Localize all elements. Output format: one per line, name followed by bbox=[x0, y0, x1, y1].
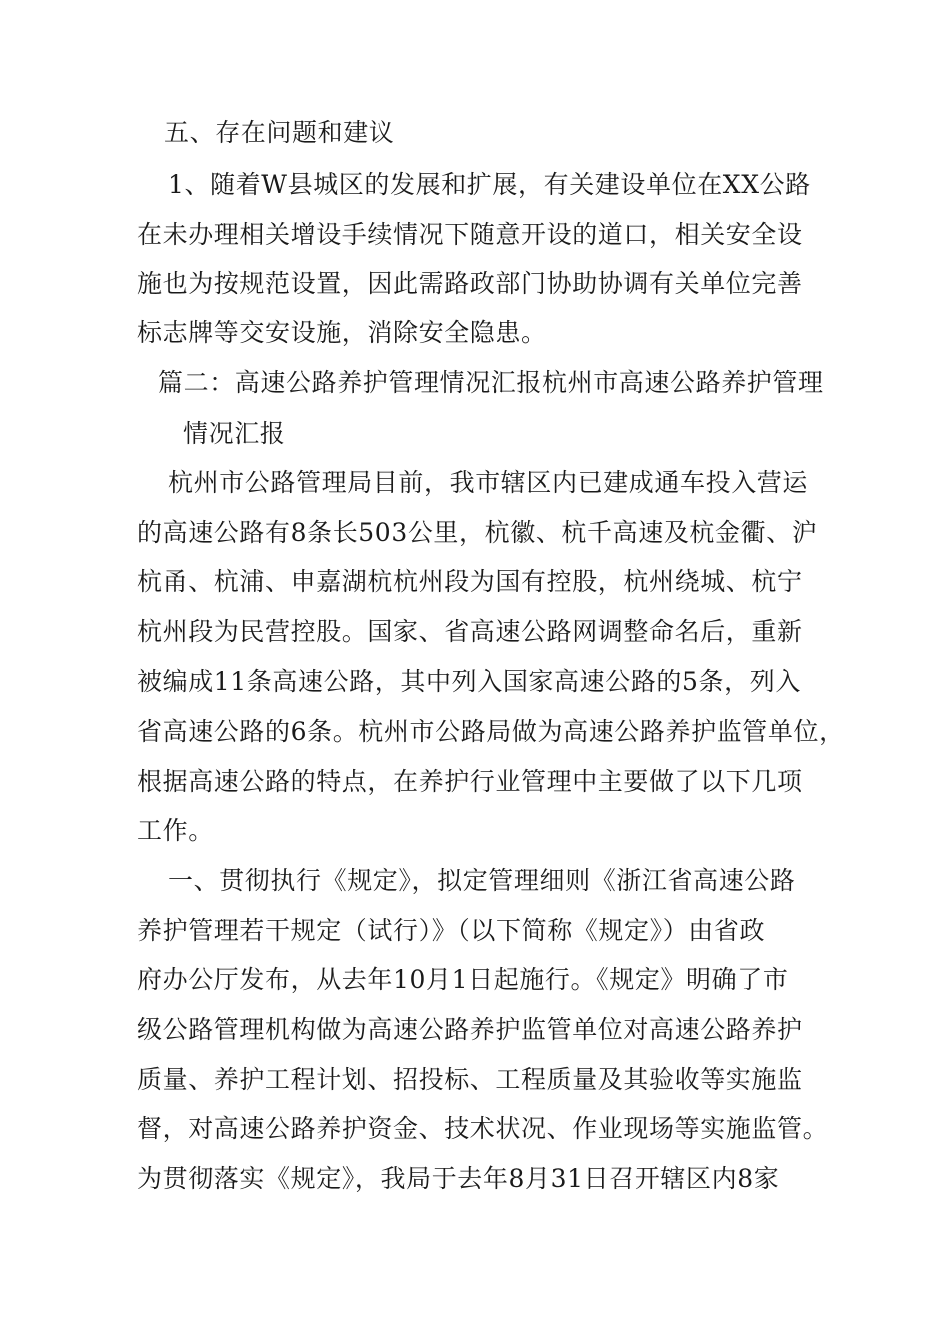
paragraph-line: 标志牌等交安设施，消除安全隐患。 bbox=[137, 318, 547, 347]
paragraph-line: 被编成11条高速公路，其中列入国家高速公路的5条，列入 bbox=[137, 667, 801, 696]
paragraph-line: 1、随着W县城区的发展和扩展，有关建设单位在XX公路 bbox=[168, 170, 811, 199]
paragraph-line: 为贯彻落实《规定》，我局于去年8月31日召开辖区内8家 bbox=[137, 1164, 780, 1193]
paragraph-line: 施也为按规范设置，因此需路政部门协助协调有关单位完善 bbox=[137, 269, 803, 298]
section-heading-issues: 五、存在问题和建议 bbox=[164, 118, 395, 147]
paragraph-line: 质量、养护工程计划、招投标、工程质量及其验收等实施监 bbox=[137, 1065, 803, 1094]
paragraph-line: 工作。 bbox=[137, 816, 214, 845]
section-heading-implement: 一、贯彻执行《规定》，拟定管理细则《浙江省高速公路 bbox=[168, 866, 796, 895]
paragraph-line: 府办公厅发布，从去年10月1日起施行。《规定》明确了市 bbox=[137, 965, 789, 994]
paragraph-line: 根据高速公路的特点，在养护行业管理中主要做了以下几项 bbox=[137, 767, 803, 796]
chapter-title: 篇二：高速公路养护管理情况汇报杭州市高速公路养护管理 bbox=[158, 368, 824, 397]
paragraph-line: 养护管理若干规定（试行）》（以下简称《规定》）由省政 bbox=[137, 916, 766, 945]
paragraph-line: 督，对高速公路养护资金、技术状况、作业现场等实施监管。 bbox=[137, 1114, 829, 1143]
paragraph-line: 级公路管理机构做为高速公路养护监管单位对高速公路养护 bbox=[137, 1015, 803, 1044]
paragraph-line: 的高速公路有8条长503公里，杭徽、杭千高速及杭金衢、沪 bbox=[137, 518, 818, 547]
paragraph-line: 在未办理相关增设手续情况下随意开设的道口，相关安全设 bbox=[137, 220, 803, 249]
paragraph-line: 省高速公路的6条。杭州市公路局做为高速公路养护监管单位， bbox=[137, 717, 845, 746]
paragraph-line: 杭甬、杭浦、申嘉湖杭杭州段为国有控股，杭州绕城、杭宁 bbox=[137, 567, 803, 596]
chapter-title-continued: 情况汇报 bbox=[183, 419, 286, 448]
paragraph-line: 杭州段为民营控股。国家、省高速公路网调整命名后，重新 bbox=[137, 617, 803, 646]
paragraph-line: 杭州市公路管理局目前，我市辖区内已建成通车投入营运 bbox=[168, 468, 809, 497]
